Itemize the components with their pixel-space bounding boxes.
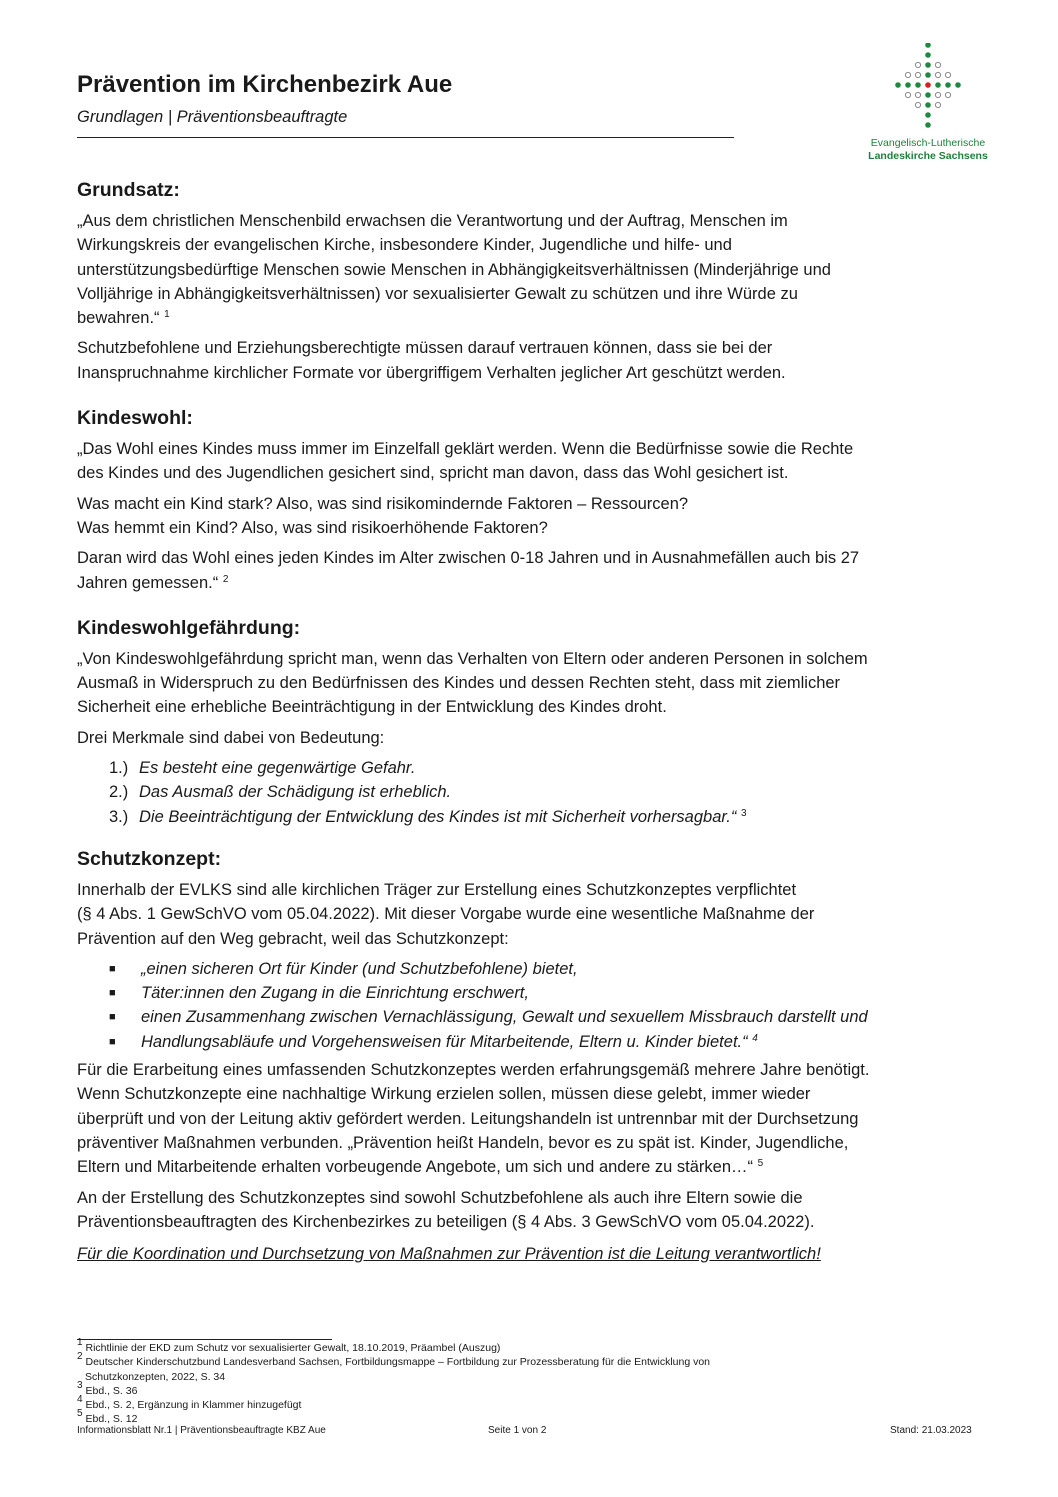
section-heading: Kindeswohl: [77, 407, 193, 430]
text-line: Ausmaß in Widerspruch zu den Bedürfnissen des Kindes und dessen Rechten steht, dass mit ziemlicher [77, 674, 841, 693]
logo-ring-dot [905, 92, 910, 97]
footnote-ref: 5 [757, 1158, 764, 1170]
section-kindeswohl [77, 406, 959, 595]
logo-center-dot [925, 82, 931, 88]
cross-dots-icon [888, 43, 968, 135]
text-line: Inanspruchnahme kirchlicher Formate vor übergriffigem Verhalten jeglicher Art geschützt werden. [77, 363, 786, 382]
logo-cross-dot [915, 82, 921, 88]
text-line: Prävention auf den Weg gebracht, weil das Schutzkonzept: [77, 929, 509, 948]
text-line: des Kindes und des Jugendlichen gesichert sind, spricht man davon, dass das Wohl gesichert ist. [77, 464, 789, 483]
logo-ring-dot [915, 92, 920, 97]
footnote [77, 1394, 877, 1412]
list-text: einen Zusammenhang zwischen Vernachlässigung, Gewalt und sexuellem Missbrauch darstellt und [141, 1008, 868, 1027]
responsibility-note: Für die Koordination und Durchsetzung von Maßnahmen zur Prävention ist die Leitung verantwortlich! [77, 1245, 821, 1264]
logo-cross-dot [925, 102, 931, 108]
text-line: „Von Kindeswohlgefährdung spricht man, wenn das Verhalten von Eltern oder anderen Personen in solchem [77, 649, 868, 668]
logo-ring-dot [935, 92, 940, 97]
question-line: Was hemmt ein Kind? Also, was sind risikoerhöhende Faktoren? [77, 518, 548, 537]
text-line: überprüft und von der Leitung aktiv gefördert werden. Leitungshandeln ist untrennbar mit der Durchsetzung [77, 1109, 859, 1128]
list-number: 3.) [109, 807, 129, 826]
text-line: An der Erstellung des Schutzkonzeptes sind sowohl Schutzbefohlene als auch ihre Eltern sowie die [77, 1188, 803, 1207]
footnote [77, 1379, 877, 1398]
logo-cross-dot [925, 122, 931, 128]
logo-ring-dot [915, 62, 920, 67]
footer-info: Informationsblatt Nr.1 | Präventionsbeauftragte KBZ Aue [77, 1425, 326, 1436]
main-content [77, 178, 959, 1266]
footnote-text: Schutzkonzepten, 2022, S. 34 [85, 1370, 226, 1383]
logo-cross-dot [925, 112, 931, 118]
text-line: Präventionsbeauftragten des Kirchenbezirkes zu beteiligen (§ 4 Abs. 3 GewSchVO vom 05.04.2022). [77, 1212, 815, 1231]
footnote [77, 1351, 877, 1384]
list-number: 1.) [109, 759, 129, 778]
list-text: „einen sicheren Ort für Kinder (und Schutzbefohlene) bietet, [141, 959, 578, 978]
logo-ring-dot [935, 62, 940, 67]
list-number: 2.) [109, 783, 129, 802]
logo-ring-dot [915, 72, 920, 77]
text-line: unterstützungsbedürftige Menschen sowie Menschen in Abhängigkeitsverhältnissen (Minderjährige und [77, 260, 831, 279]
text-line: Jahren gemessen.“ [77, 573, 219, 592]
paragraph [77, 209, 959, 330]
header-divider [77, 137, 734, 138]
logo-cross-dot [925, 62, 931, 68]
square-bullet-icon: ■ [109, 1011, 116, 1024]
paragraph [77, 492, 959, 541]
footnote-text: Deutscher Kinderschutzbund Landesverband Sachsen, Fortbildungsmappe – Fortbildung zur Prozessberatung für die Entwicklung von [85, 1356, 711, 1369]
text-line: Wirkungskreis der evangelischen Kirche, insbesondere Kinder, Jugendliche und hilfe- und [77, 236, 732, 255]
footnote-text: Ebd., S. 2, Ergänzung in Klammer hinzugefügt [85, 1399, 302, 1412]
footnotes [77, 1337, 877, 1427]
text-line: Für die Erarbeitung eines umfassenden Schutzkonzeptes werden erfahrungsgemäß mehrere Jahre benötigt. [77, 1061, 870, 1080]
question-line: Was macht ein Kind stark? Also, was sind risikomindernde Faktoren – Ressourcen? [77, 494, 689, 513]
logo-cross-dot [935, 82, 941, 88]
criteria-list [77, 756, 959, 829]
text-line: präventiver Maßnahmen verbunden. „Prävention heißt Handeln, bevor es zu spät ist. Kinder, Jugendliche, [77, 1133, 849, 1152]
bullet-list [77, 957, 959, 1054]
footnote-ref: 3 [740, 807, 747, 819]
logo-cross-dot [925, 92, 931, 98]
page-number: Seite 1 von 2 [488, 1425, 547, 1436]
list-text: Die Beeinträchtigung der Entwicklung des Kindes ist mit Sicherheit vorhersagbar.“ [139, 807, 737, 826]
footnote-divider [77, 1339, 332, 1340]
list-text: Das Ausmaß der Schädigung ist erheblich. [139, 783, 452, 802]
section-heading: Grundsatz: [77, 179, 180, 201]
text-line: Schutzbefohlene und Erziehungsberechtigte müssen darauf vertrauen können, dass sie bei der [77, 339, 773, 358]
logo-cross-dot [925, 72, 931, 78]
list-item [109, 805, 959, 829]
square-bullet-icon: ■ [109, 987, 116, 1000]
footnote-number: 5 [77, 1408, 83, 1420]
logo-ring-dot [945, 72, 950, 77]
logo-ring-dot [935, 72, 940, 77]
text-line: „Aus dem christlichen Menschenbild erwachsen die Verantwortung und der Auftrag, Menschen im [77, 212, 788, 230]
list-text: Es besteht eine gegenwärtige Gefahr. [139, 759, 416, 778]
paragraph [77, 1058, 959, 1179]
section-heading: Kindeswohlgefährdung: [77, 616, 301, 639]
section-schutzkonzept [77, 847, 959, 1266]
logo-ring-dot [915, 102, 920, 107]
list-item [109, 756, 959, 780]
text-line: Innerhalb der EVLKS sind alle kirchlichen Träger zur Erstellung eines Schutzkonzeptes verpflichtet [77, 880, 797, 899]
footnote-ref: 4 [752, 1032, 758, 1044]
paragraph [77, 546, 959, 595]
logo-cross-dot [955, 82, 961, 88]
text-line: Sicherheit eine erhebliche Beeinträchtigung in der Entwicklung des Kindes droht. [77, 698, 667, 717]
footnote-number: 2 [77, 1351, 83, 1363]
footnote-ref: 1 [164, 309, 170, 321]
paragraph [77, 647, 959, 720]
list-item [109, 957, 959, 981]
logo-cross-dot [925, 52, 931, 58]
paragraph [77, 336, 959, 385]
footnote-ref: 2 [222, 573, 229, 585]
section-heading: Schutzkonzept: [77, 847, 222, 870]
footer-date: Stand: 21.03.2023 [890, 1425, 972, 1436]
footnote [77, 1337, 877, 1355]
square-bullet-icon: ■ [109, 962, 116, 975]
logo-ring-dot [945, 92, 950, 97]
section-kindeswohlgefaehrdung [77, 616, 959, 829]
church-logo [868, 43, 988, 168]
page-title: Prävention im Kirchenbezirk Aue [77, 71, 453, 98]
list-item [109, 1030, 959, 1054]
logo-ring-dot [905, 72, 910, 77]
text-line: Volljährige in Abhängigkeitsverhältnissen) vor sexualisierter Gewalt zu schützen und ihre Würde zu [77, 284, 798, 303]
page-subtitle: Grundlagen | Präventionsbeauftragte [77, 108, 348, 126]
logo-ring-dot [935, 102, 940, 107]
logo-cross-dot [925, 43, 931, 48]
footnote-number: 4 [77, 1394, 83, 1406]
square-bullet-icon: ■ [109, 1035, 116, 1048]
logo-wordmark [868, 137, 988, 163]
list-item [109, 780, 959, 804]
footnote-text: Ebd., S. 12 [85, 1413, 138, 1426]
text-line: Eltern und Mitarbeitende erhalten vorbeugende Angebote, um sich und andere zu stärken…“ [77, 1158, 754, 1177]
footnote-number: 3 [77, 1379, 83, 1391]
paragraph [77, 437, 959, 486]
logo-cross-dot [945, 82, 951, 88]
list-text: Täter:innen den Zugang in die Einrichtung erschwert, [141, 984, 529, 1003]
text-line: Wenn Schutzkonzepte eine nachhaltige Wirkung erzielen sollen, müssen diese gelebt, immer wieder [77, 1085, 811, 1104]
list-item [109, 981, 959, 1005]
paragraph [77, 878, 959, 951]
text-line: bewahren.“ [77, 309, 160, 328]
logo-cross-dot [905, 82, 911, 88]
footnote-text: Ebd., S. 36 [85, 1384, 138, 1397]
logo-line-1: Evangelisch-Lutherische [870, 137, 986, 149]
footnote-number: 1 [77, 1337, 83, 1348]
list-item [109, 1005, 959, 1029]
footnote-text: Richtlinie der EKD zum Schutz vor sexualisierter Gewalt, 18.10.2019, Präambel (Auszug) [85, 1342, 501, 1354]
text-line: Daran wird das Wohl eines jeden Kindes im Alter zwischen 0-18 Jahren und in Ausnahmefällen auch bis 27 [77, 549, 860, 568]
paragraph [77, 1186, 959, 1235]
logo-line-2: Landeskirche Sachsens [868, 150, 988, 162]
text-line: (§ 4 Abs. 1 GewSchVO vom 05.04.2022). Mit dieser Vorgabe wurde eine wesentliche Maßnahme der [77, 905, 815, 924]
list-text: Handlungsabläufe und Vorgehensweisen für Mitarbeitende, Eltern u. Kinder bietet.“ [141, 1032, 748, 1051]
logo-cross-dot [895, 82, 901, 88]
text-line: „Das Wohl eines Kindes muss immer im Einzelfall geklärt werden. Wenn die Bedürfnisse sowie die Rechte [77, 440, 854, 459]
paragraph: Drei Merkmale sind dabei von Bedeutung: [77, 728, 385, 747]
section-grundsatz [77, 178, 959, 385]
